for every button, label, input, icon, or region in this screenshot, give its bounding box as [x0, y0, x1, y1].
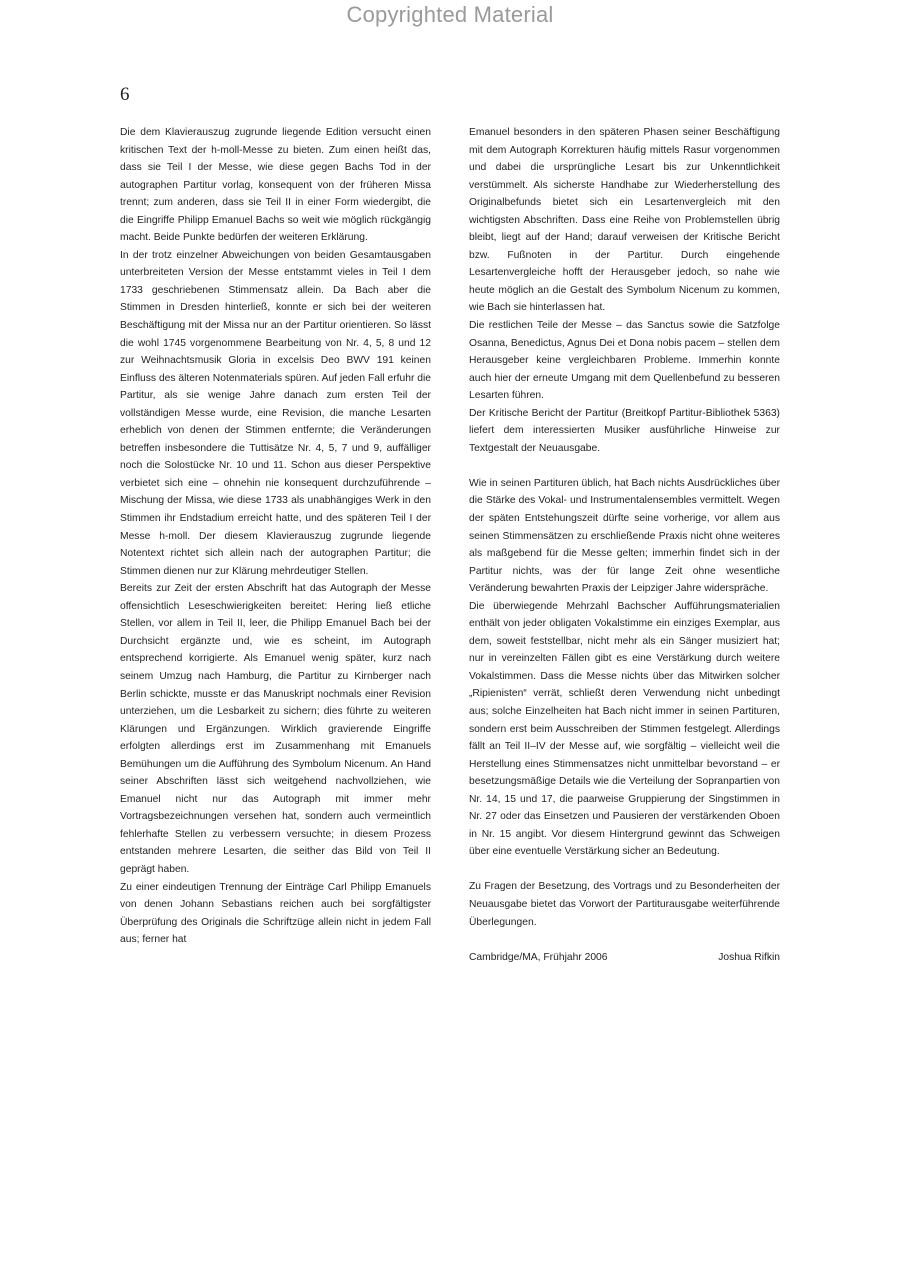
paragraph: Bereits zur Zeit der ersten Abschrift hat das Autograph der Messe offensichtlich Leseschwierigkeiten bereitet: Hering ließ etliche Stellen, vor allem in Teil II, leer, die Philipp Emanuel Bach bei der Durchsicht ergänzte und, wie es scheint, im Autograph entsprechend korrigierte. Als Emanuel wenig später, kurz nach seinem Umzug nach Hamburg, die Partitur zu Kirnberger nach Berlin schickte, musste er das Manuskript nochmals einer Revision unterziehen, um die Lesbarkeit zu sichern; dies führte zu weiteren Klärungen und Ergänzungen. Wirklich gravierende Eingriffe erfolgten allerdings erst im Zusammenhang mit Emanuels Bemühungen um die Aufführung des Symbolum Nicenum. An Hand seiner Abschriften lässt sich weitgehend nachvollziehen, wie Emanuel nicht nur das Autograph mit immer mehr Vortragsbezeichnungen versehen hat, sondern auch vermeintlich fehlerhafte Stellen zu verbessern versuchte; in diesem Prozess entstanden mehrere Lesarten, die seither das Bild von Teil II geprägt haben.	[120, 583, 431, 875]
page-number: 6	[120, 84, 130, 105]
paragraph: Die dem Klavierauszug zugrunde liegende Edition versucht einen kritischen Text der h-moll-Messe zu bieten. Zum einen heißt das, dass sie Teil I der Messe, wie diese gegen Bachs Tod in der autographen Partitur vorlag, konsequent von der früheren Missa trennt; zum anderen, dass sie Teil II in einer Form wiedergibt, die die Eingriffe Philipp Emanuel Bachs so weit wie möglich rückgängig macht. Beide Punkte bedürfen der weiteren Erklärung.	[120, 127, 431, 244]
paragraph: Die überwiegende Mehrzahl Bachscher Aufführungsmaterialien enthält von jeder obligaten Vokalstimme ein einziges Exemplar, aus dem, soweit feststellbar, nicht mehr als ein Sänger musiziert hat; nur in vereinzelten Fällen gibt es eine Verstärkung durch weitere Vokalstimmen. Dass die Messe nichts über das Mitwirken solcher „Ripienisten“ verrät, schließt deren Verwendung nicht unbedingt aus; solche Einzelheiten hat Bach nicht immer in seinen Partituren, sondern erst beim Ausschreiben der Stimmen festgelegt. Allerdings fällt an Teil II–IV der Messe auf, wie sorgfältig – vielleicht weil die Herstellung eines Stimmensatzes nicht unmittelbar bevorstand – er besetzungsmäßige Details wie die Verteilung der Sopranpartien von Nr. 14, 15 und 17, die paarweise Gruppierung der Singstimmen in Nr. 27 oder das Einsetzen und Pausieren der verstärkenden Oboen in Nr. 15 angibt. Vor diesem Hintergrund gewinnt das Schweigen über eine eventuelle Verstärkung sicher an Bedeutung.	[469, 600, 780, 858]
paragraph: In der trotz einzelner Abweichungen von beiden Gesamtausgaben unterbreiteten Version der Messe entstammt vieles in Teil I dem 1733 geschriebenen Stimmensatz allein. Da Bach aber die Stimmen in Dresden hinterließ, konnte er sich bei der weiteren Beschäftigung mit der Missa nur an der Partitur orientieren. So lässt die wohl 1745 vorgenommene Bearbeitung von Nr. 4, 5, 8 und 12 zur Weihnachtsmusik Gloria in excelsis Deo BWV 191 keinen Einfluss des älteren Notenmaterials spüren. Auf jeden Fall erfuhr die Partitur, als sie wenige Jahre danach zum ersten Teil der vollständigen Messe wurde, eine Revision, die manche Lesarten erheblich von denen der Stimmen entfernte; die Veränderungen betreffen insbesondere die Tuttisätze Nr. 4, 5, 7 und 9, auffälliger noch die Solostücke Nr. 10 und 11. Schon aus dieser Perspektive verbietet sich eine – ohnehin nie konsequent durchzuführende – Mischung der Missa, wie diese 1733 als unabhängiges Werk in den Stimmen ihr Endstadium erreicht hatte, und des späteren Teil I der Messe h-moll. Der diesem Klavierauszug zugrunde liegende Notentext richtet sich allein nach der autographen Partitur; die Stimmen dienen nur zur Klärung mehrdeutiger Stellen.	[120, 249, 431, 577]
paragraph: Zu Fragen der Besetzung, des Vortrags und zu Besonderheiten der Neuausgabe bietet das Vorwort der Partiturausgabe weiterführende Überlegungen.	[469, 881, 780, 928]
paragraph: Die restlichen Teile der Messe – das Sanctus sowie die Satzfolge Osanna, Benedictus, Agnus Dei et Dona nobis pacem – stellen dem Herausgeber keine vergleichbaren Probleme. Immerhin konnte auch hier der erneute Umgang mit dem Quellenbefund zu besseren Lesarten führen.	[469, 320, 780, 402]
paragraph: Zu einer eindeutigen Trennung der Einträge Carl Philipp Emanuels von denen Johann Sebastians reichen auch bei sorgfältigster Überprüfung des Originals die Schriftzüge allein nicht in jedem Fall aus; ferner hat	[120, 881, 431, 946]
signature-line	[469, 949, 780, 967]
copyright-watermark: Copyrighted Material	[346, 2, 554, 27]
paragraph: Der Kritische Bericht der Partitur (Breitkopf Partitur-Bibliothek 5363) liefert dem interessierten Musiker ausführliche Hinweise zur Textgestalt der Neuausgabe.	[469, 407, 780, 454]
left-column	[120, 124, 431, 949]
author-name: Joshua Rifkin	[718, 951, 780, 963]
place-date: Cambridge/MA, Frühjahr 2006	[469, 951, 608, 963]
paragraph: Wie in seinen Partituren üblich, hat Bach nichts Ausdrückliches über die Stärke des Vokal- und Instrumentalensembles vermittelt. Wegen der späten Entstehungszeit dürfte seine vorherige, vor allem aus seinen Stimmensätzen zu erschließende Praxis nicht ohne weiteres als maßgebend für die Messe gelten; immerhin findet sich in der Partitur nichts, was der für lange Zeit ohne wesentliche Veränderung bewahrten Praxis der Leipziger Jahre widerspräche.	[469, 477, 780, 595]
paragraph: Emanuel besonders in den späteren Phasen seiner Beschäftigung mit dem Autograph Korrekturen häufig mittels Rasur vorgenommen und dabei die ursprüngliche Lesart bis zur Unkenntlichkeit verstümmelt. Als sicherste Handhabe zur Wiederherstellung des Originalbefunds bietet sich ein Lesartenvergleich mit den wichtigsten Abschriften. Dass eine Reihe von Problemstellen übrig bleibt, liegt auf der Hand; darauf verweisen der Kritische Bericht bzw. Fußnoten in der Partitur. Durch eingehende Lesartenvergleiche hofft der Herausgeber jedoch, so nahe wie heute möglich an die Gestalt des Symbolum Nicenum zu kommen, wie Bach sie hinterlassen hat.	[469, 127, 780, 314]
right-column	[469, 124, 780, 966]
